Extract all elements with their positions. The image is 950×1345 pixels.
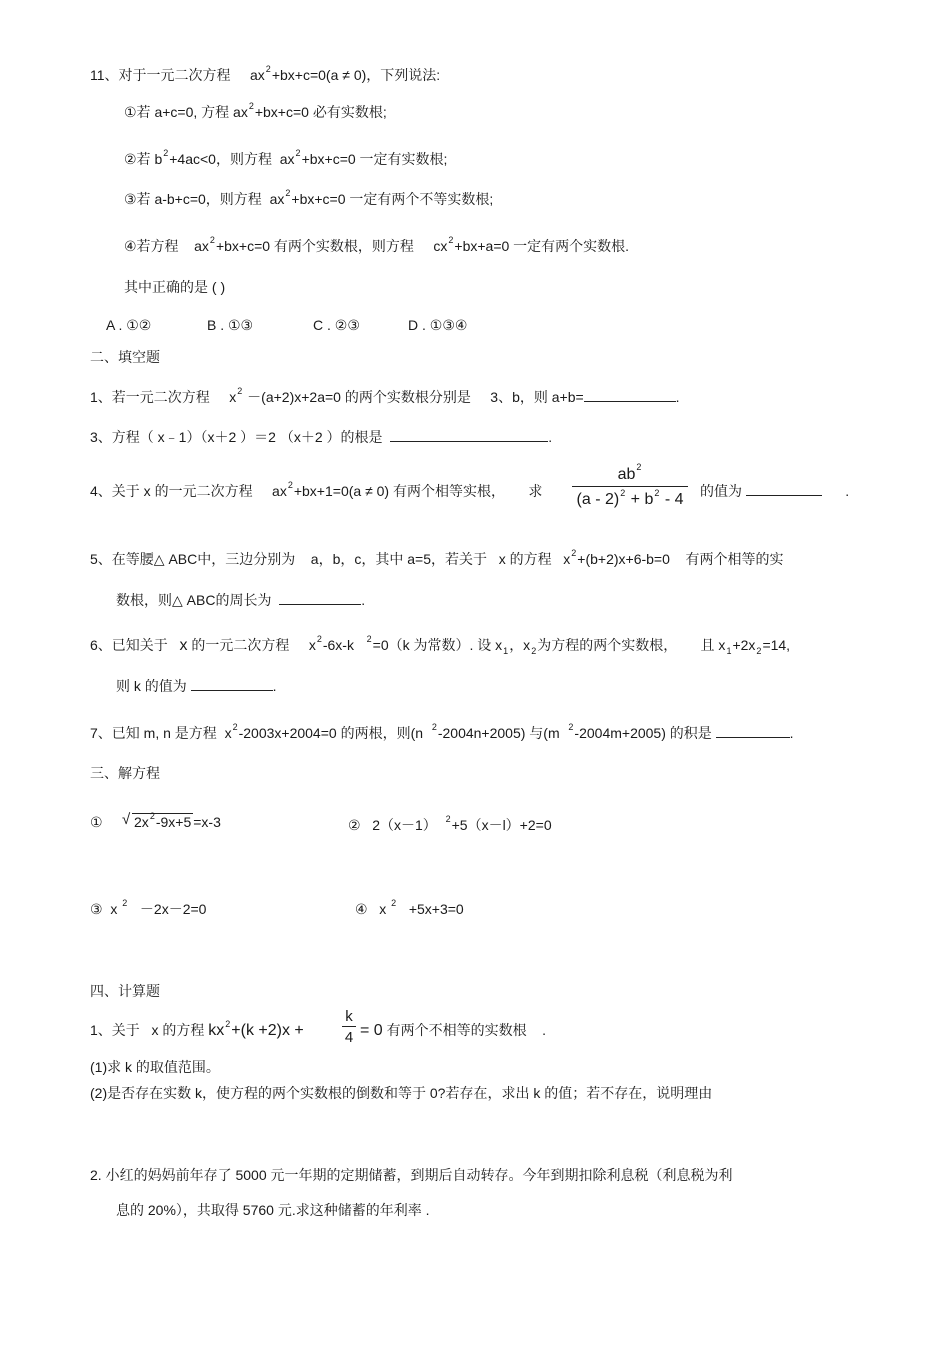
answer-blank[interactable] [746,482,822,496]
section-fill-blank-title: 二、填空题 [90,349,160,365]
calc-q1-fraction: k 4 [342,1008,356,1046]
calc-q2-line2: 息的 20%），共取得 5760 元.求这种储蓄的年利率 . [116,1202,430,1218]
fill-q5-line2: 数根，则△ ABC的周长为 . [116,592,366,608]
square-root: √ $2x^2-9x+5$ [122,811,192,830]
calc-q1-stem-tail: = 0 有两个不相等的实数根 . [360,1022,547,1039]
answer-blank[interactable] [584,388,676,402]
q11-statement-3: ③若 a-b+c=0，则方程 $ax^2+bx+c=0$ 一定有两个不等实数根; [124,188,494,207]
q11-option-d: D . ①③④ [408,317,468,333]
fill-q4-fraction: $ab^2$ $(a - 2)^2 + b^2 - 4$ [572,466,688,509]
fill-q1: 1、若一元二次方程 $x^2 -(a+2)x+2a=0$ 的两个实数根分别是 3、b，则 a+b= . [90,386,680,405]
answer-blank[interactable] [279,591,361,605]
fill-q4: 4、关于 x 的一元二次方程 $ax^2+bx+1=0(a \ne 0)$ 有两个相等实根， 求 [90,480,543,499]
q11-ask: 其中正确的是 ( ) [124,279,226,295]
section-solve-title: 三、解方程 [90,765,160,781]
solve-eq-1: ① √ $2x^2-9x+5 =x-3$ [90,813,221,833]
q11-option-b: B . ①③ [207,317,254,333]
section-calc-title: 四、计算题 [90,983,160,999]
q11-stem: 11、对于一元二次方程 $ax^2+bx+c=0(a \ne 0)$，下列说法: [90,64,441,83]
q11-statement-4: ④若方程 $ax^2+bx+c=0$ 有两个实数根，则方程 $cx^2+bx+a=0$ 一定有两个实数根. [124,235,630,254]
answer-blank[interactable] [191,677,273,691]
solve-eq-4: ④ x $^2$ +5x+3=0 [355,898,464,917]
q11-option-a: A . ①② [106,317,152,333]
answer-blank[interactable] [716,724,790,738]
q11-statement-2: ②若 $b^2+4ac<0$，则方程 $ax^2+bx+c=0$ 一定有实数根; [124,148,448,167]
calc-q1-part1: (1)求 k 的取值范围。 [90,1059,220,1075]
calc-q2-line1: 2. 小红的妈妈前年存了 5000 元一年期的定期储蓄，到期后自动转存。今年到期扣除利息税（利息税为利 [90,1167,733,1183]
q11-option-c: C . ②③ [313,317,360,333]
fill-q7: 7、已知 m, n 是方程 $x^2-2003x+2004=0$ 的两根，则(n $^2$-2004n+2005) 与(m $^2$-2004m+2005) 的积是 . [90,722,794,741]
solve-eq-2: ② 2（x－1） $^2$+5（x－l）+2=0 [348,814,552,833]
answer-blank[interactable] [390,428,548,442]
fill-q6-line1: 6、已知关于 x 的一元二次方程 $x^2-6x-k$ $^2$=0（k 为常数）. 设 $x_1$，$x_2$为方程的两个实数根， 且 $x_1+2x_2=14$, [90,634,791,656]
q11-statement-1: ①若 a+c=0, 方程 $ax^2+bx+c=0$ 必有实数根; [124,101,387,120]
fill-q5-line1: 5、在等腰△ ABC中，三边分别为 a，b，c，其中 a=5，若关于 x 的方程 $x^2+(b+2)x+6-b=0$ 有两个相等的实 [90,548,784,567]
fill-q3: 3、方程（ x﹣1）（x＋2 ）＝2 （x＋2 ）的根是 . [90,429,553,445]
fill-q6-line2: 则 k 的值为 . [116,678,277,694]
fill-q4-tail: 的值为 . [700,483,850,499]
calc-q1-part2: (2)是否存在实数 k，使方程的两个实数根的倒数和等于 0?若存在，求出 k 的值；若不存在，说明理由 [90,1085,713,1101]
calc-q1-stem: 1、关于 x 的方程 $kx^2+(k +2)x$ + [90,1019,304,1039]
solve-eq-3: ③ x $^2$ －2x－2=0 [90,898,207,917]
